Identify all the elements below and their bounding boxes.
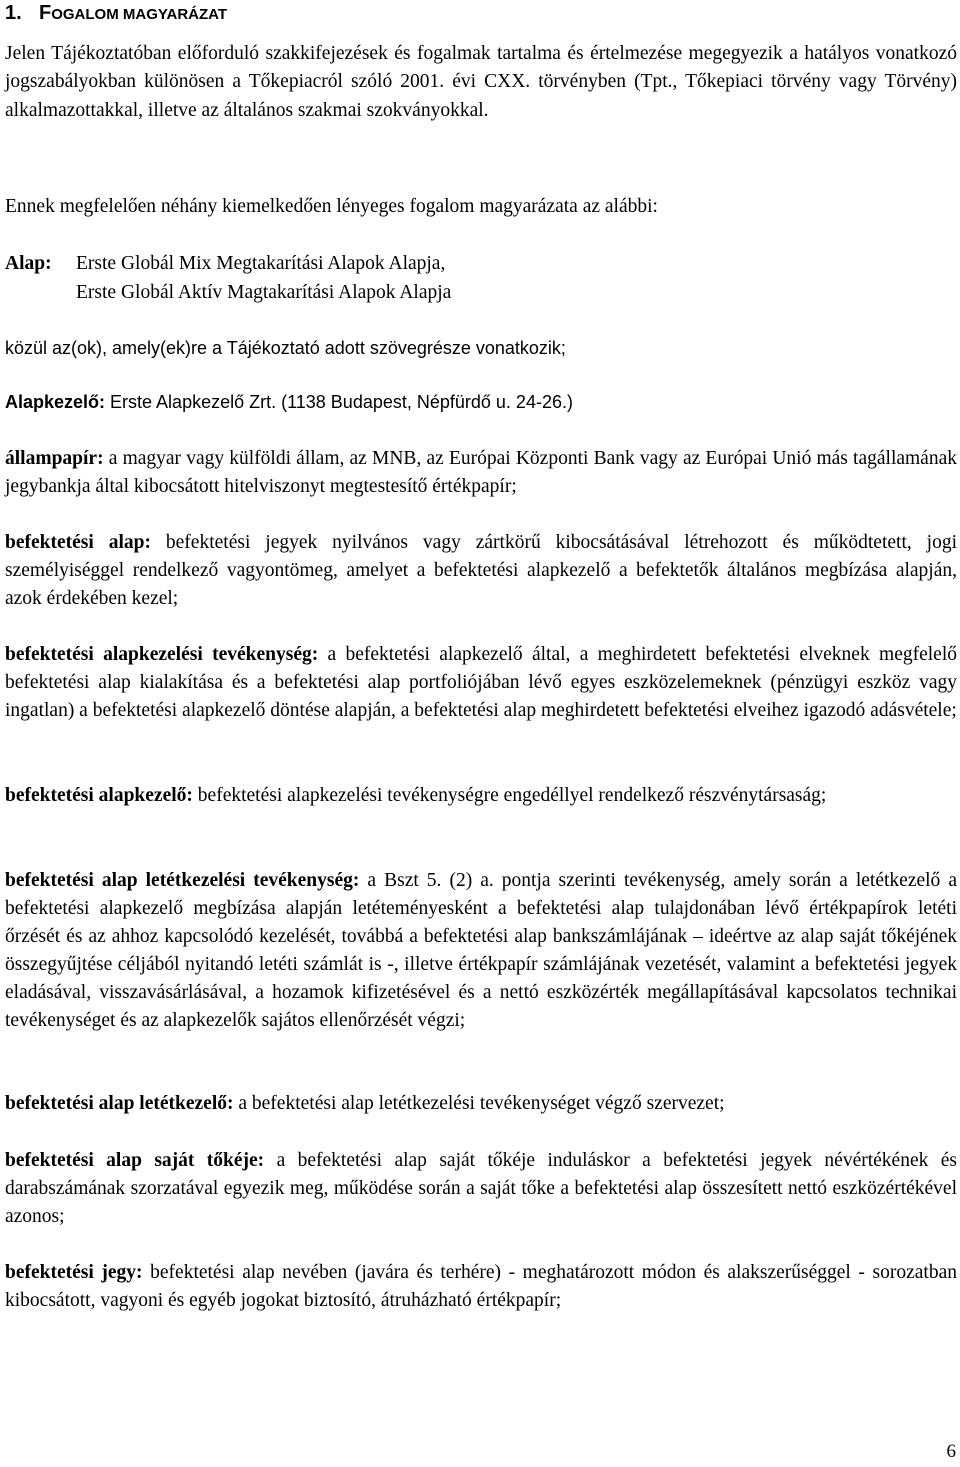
alapkezelo-term: Alapkezelő: <box>5 392 106 412</box>
page-number: 6 <box>946 1441 956 1462</box>
definition-letetkezelo <box>5 1090 957 1118</box>
definition-allampapir <box>5 445 957 501</box>
definition-alapkezelo <box>5 782 957 810</box>
definition-term: befektetési alap letétkezelési tevékenység: <box>5 870 360 891</box>
section-heading <box>5 0 227 28</box>
alapkezelo-paragraph <box>5 388 957 416</box>
definition-term: befektetési alap letétkezelő: <box>5 1093 234 1114</box>
definition-befektetesi-jegy <box>5 1259 957 1315</box>
alap-label: Alap: <box>5 253 52 274</box>
heading-first-letter: F <box>39 2 52 24</box>
definition-term: állampapír: <box>5 448 104 469</box>
definition-text: befektetési alap nevében (javára és terhére) - meghatározott módon és alakszerűséggel - sorozatban kibocsátott, vagyoni és egyéb jogokat biztosító, átruházható értékpapír; <box>5 1262 957 1311</box>
definition-sajat-toke <box>5 1147 957 1231</box>
definition-term: befektetési alap saját tőkéje: <box>5 1150 265 1171</box>
section-number: 1. <box>5 2 22 24</box>
lead-paragraph: Ennek megfelelően néhány kiemelkedően lényeges fogalom magyarázata az alábbi: <box>5 196 658 217</box>
definition-term: befektetési alap: <box>5 532 151 553</box>
alapkezelo-text: Erste Alapkezelő Zrt. (1138 Budapest, Népfürdő u. 24-26.) <box>105 392 573 412</box>
kozul-paragraph: közül az(ok), amely(ek)re a Tájékoztató adott szövegrésze vonatkozik; <box>5 338 566 358</box>
definition-befektetesi-alap <box>5 529 957 613</box>
definition-text: befektetési alapkezelési tevékenységre engedéllyel rendelkező részvénytársaság; <box>192 785 827 806</box>
alap-fund-2: Erste Globál Aktív Magtakarítási Alapok Alapja <box>76 282 452 303</box>
alap-fund-1: Erste Globál Mix Megtakarítási Alapok Alapja, <box>76 253 446 274</box>
alap-row-1 <box>5 249 957 278</box>
intro-paragraph: Jelen Tájékoztatóban előforduló szakkifejezések és fogalmak tartalma és értelmezése megegyezik a hatályos vonatkozó jogszabályokban különösen a Tőkepiacról szóló 2001. évi CXX. törvényben (Tpt., Tőkepiaci törvény vagy Törvény) alkalmazottakkal, illetve az általános szakmai szokványokkal. <box>5 43 957 121</box>
definition-text: a Bszt 5. (2) a. pontja szerinti tevékenység, amely során a letétkezelő a befektetési alapkezelő megbízása alapján letéteményesként a befektetési alap tulajdonában lévő értékpapírok letéti őrzését és az ahhoz kapcsolódó kezelését, továbbá a befektetési alap bankszámlájának – ideértve az alap saját tőkéjének összegyűjtése céljából nyitandó letéti számlát is -, illetve értékpapír számlájának vezetését, valamint a befektetési jegyek eladásával, visszavásárlásával, a hozamok kifizetésével és a nettó eszközérték megállapításával kapcsolatos technikai tevékenységet és az alapkezelők sajátos ellenőrzését végzi; <box>5 870 957 1031</box>
definition-text: befektetési jegyek nyilvános vagy zártkörű kibocsátásával létrehozott és működtetett, jogi személyiséggel rendelkező vagyontömeg, amelyet a befektetési alapkezelő a befektetők általános megbízása alapján, azok érdekében kezel; <box>5 532 957 609</box>
definition-term: befektetési alapkezelő: <box>5 785 193 806</box>
definition-term: befektetési alapkezelési tevékenység: <box>5 644 319 665</box>
definition-term: befektetési jegy: <box>5 1262 143 1283</box>
definition-letetkezelesi-tevekenyseg <box>5 867 957 1035</box>
alap-row-2 <box>5 278 957 307</box>
definition-alapkezelesi-tevekenyseg <box>5 641 957 725</box>
alap-definition <box>5 249 957 307</box>
definition-text: a magyar vagy külföldi állam, az MNB, az Európai Központi Bank vagy az Európai Unió más tagállamának jegybankja által kibocsátott hitelviszonyt megtestesítő értékpapír; <box>5 448 957 497</box>
heading-rest: OGALOM MAGYARÁZAT <box>51 6 228 23</box>
definition-text: a befektetési alap saját tőkéje induláskor a befektetési jegyek névértékének és darabszámának szorzatával egyezik meg, működése során a saját tőke a befektetési alap összesített nettó eszközértékével azonos; <box>5 1150 957 1227</box>
definition-text: a befektetési alap letétkezelési tevékenységet végző szervezet; <box>233 1093 725 1114</box>
definition-text: a befektetési alapkezelő által, a meghirdetett befektetési elveknek megfelelő befektetési alap kialakítása és a befektetési alap portfoliójában lévő egyes eszközelemeknek (pénzügyi eszköz vagy ingatlan) a befektetési alapkezelő döntése alapján, a befektetési alap meghirdetett befektetési elveihez igazodó adásvétele; <box>5 644 957 721</box>
